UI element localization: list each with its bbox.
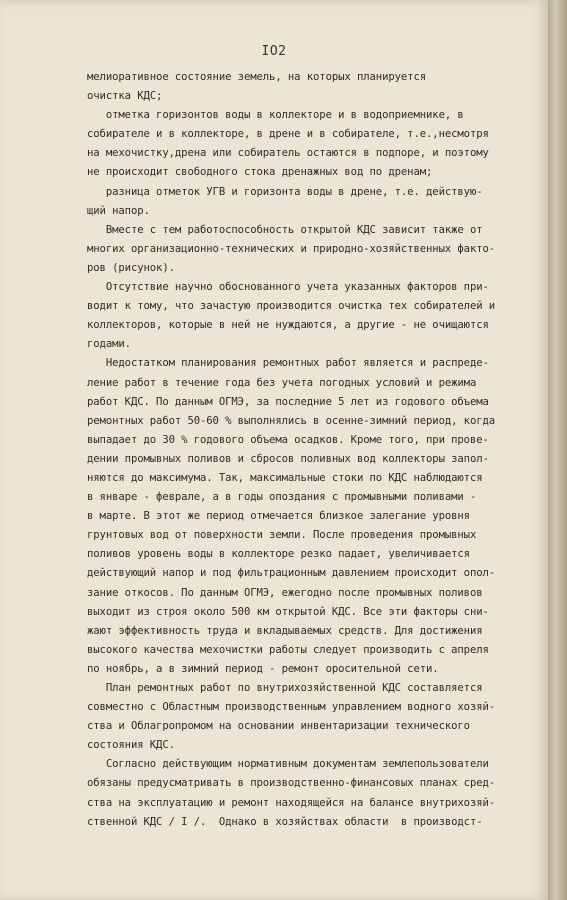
text-line: работ КДС. По данным ОГМЭ, за последние 5 лет из годового объема <box>87 395 489 408</box>
text-line: состояния КДС. <box>87 739 175 752</box>
text-line: поливов уровень воды в коллекторе резко падает, увеличивается <box>87 548 470 561</box>
text-line: собирателе и в коллекторе, в дрене и в собирателе, т.е.,несмотря <box>87 128 489 141</box>
text-line: разница отметок УГВ и горизонта воды в дрене, т.е. действую- <box>87 185 483 198</box>
text-line: многих организационно-технических и природно-хозяйственных факто- <box>87 242 496 255</box>
text-line: План ремонтных работ по внутрихозяйственной КДС составляется <box>87 682 483 694</box>
text-line: действующий напор и под фильтрационным давлением происходит опол- <box>87 567 496 580</box>
text-line: мелиоративное состояние земель, на которых планируется <box>87 71 427 83</box>
text-line: по ноябрь, а в зимний период - ремонт оросительной сети. <box>87 662 439 675</box>
page-edge <box>548 0 567 900</box>
text-line: выходит из строя около 500 км открытой КДС. Все эти факторы сни- <box>87 605 489 618</box>
text-line: отметка горизонтов воды в коллекторе и в водоприемнике, в <box>87 109 464 122</box>
text-line: ремонтных работ 50-60 % выполнялись в осенне-зимний период, когда <box>87 414 496 427</box>
text-line: в январе - феврале, а в годы опоздания с промывными поливами - <box>87 491 477 504</box>
text-line: зание откосов. По данным ОГМЭ, ежегодно после промывных поливов <box>87 586 483 599</box>
text-line: на мехочистку,дрена или собиратель остаются в подпоре, и поэтому <box>87 147 489 160</box>
text-line: высокого качества мехочистки работы следует производить с апреля <box>87 643 489 656</box>
text-line: Согласно действующим нормативным документам землепользователи <box>87 758 489 771</box>
text-line: ства и Облагропромом на основании инвентаризации технического <box>87 720 470 733</box>
text-line: в марте. В этот же период отмечается близкое залегание уровня <box>87 510 470 523</box>
body-text <box>87 68 541 832</box>
text-line: водит к тому, что зачастую производится очистка тех собирателей и <box>87 300 496 313</box>
text-line: ров (рисунок). <box>87 261 175 274</box>
text-line: ление работ в течение года без учета погодных условий и режима <box>87 376 477 389</box>
text-line: не происходит свободного стока дренажных вод по дренам; <box>87 166 433 179</box>
text-line: няются до максимума. Так, максимальные стоки по КДС наблюдаются <box>87 471 483 484</box>
text-line: совместно с Областным производственным управлением водного хозяй- <box>87 701 496 714</box>
text-line: годами. <box>87 338 131 351</box>
text-line: обязаны предусматривать в производственно-финансовых планах сред- <box>87 777 496 790</box>
text-line: Недостатком планирования ремонтных работ является и распреде- <box>87 357 489 370</box>
text-line: очистка КДС; <box>87 90 163 103</box>
text-line: жают эффективность труда и вкладываемых средств. Для достижения <box>87 624 483 637</box>
text-line: дении промывных поливов и сбросов поливных вод коллекторы запол- <box>87 452 489 465</box>
text-line: Вместе с тем работоспособность открытой КДС зависит также от <box>87 223 483 236</box>
text-line: грунтовых вод от поверхности земли. После проведения промывных <box>87 529 477 542</box>
text-line: выпадает до 30 % годового объема осадков. Кроме того, при прове- <box>87 433 489 446</box>
text-line: щий напор. <box>87 204 150 217</box>
page-number: IO2 <box>261 44 287 59</box>
text-line: ственной КДС / I /. Однако в хозяйствах области в производст- <box>87 815 483 828</box>
text-line: ства на эксплуатацию и ремонт находящейся на балансе внутрихозяй- <box>87 796 496 809</box>
text-line: Отсутствие научно обоснованного учета указанных факторов при- <box>87 281 489 294</box>
text-line: коллекторов, которые в ней не нуждаются, а другие - не очищаются <box>87 319 489 332</box>
